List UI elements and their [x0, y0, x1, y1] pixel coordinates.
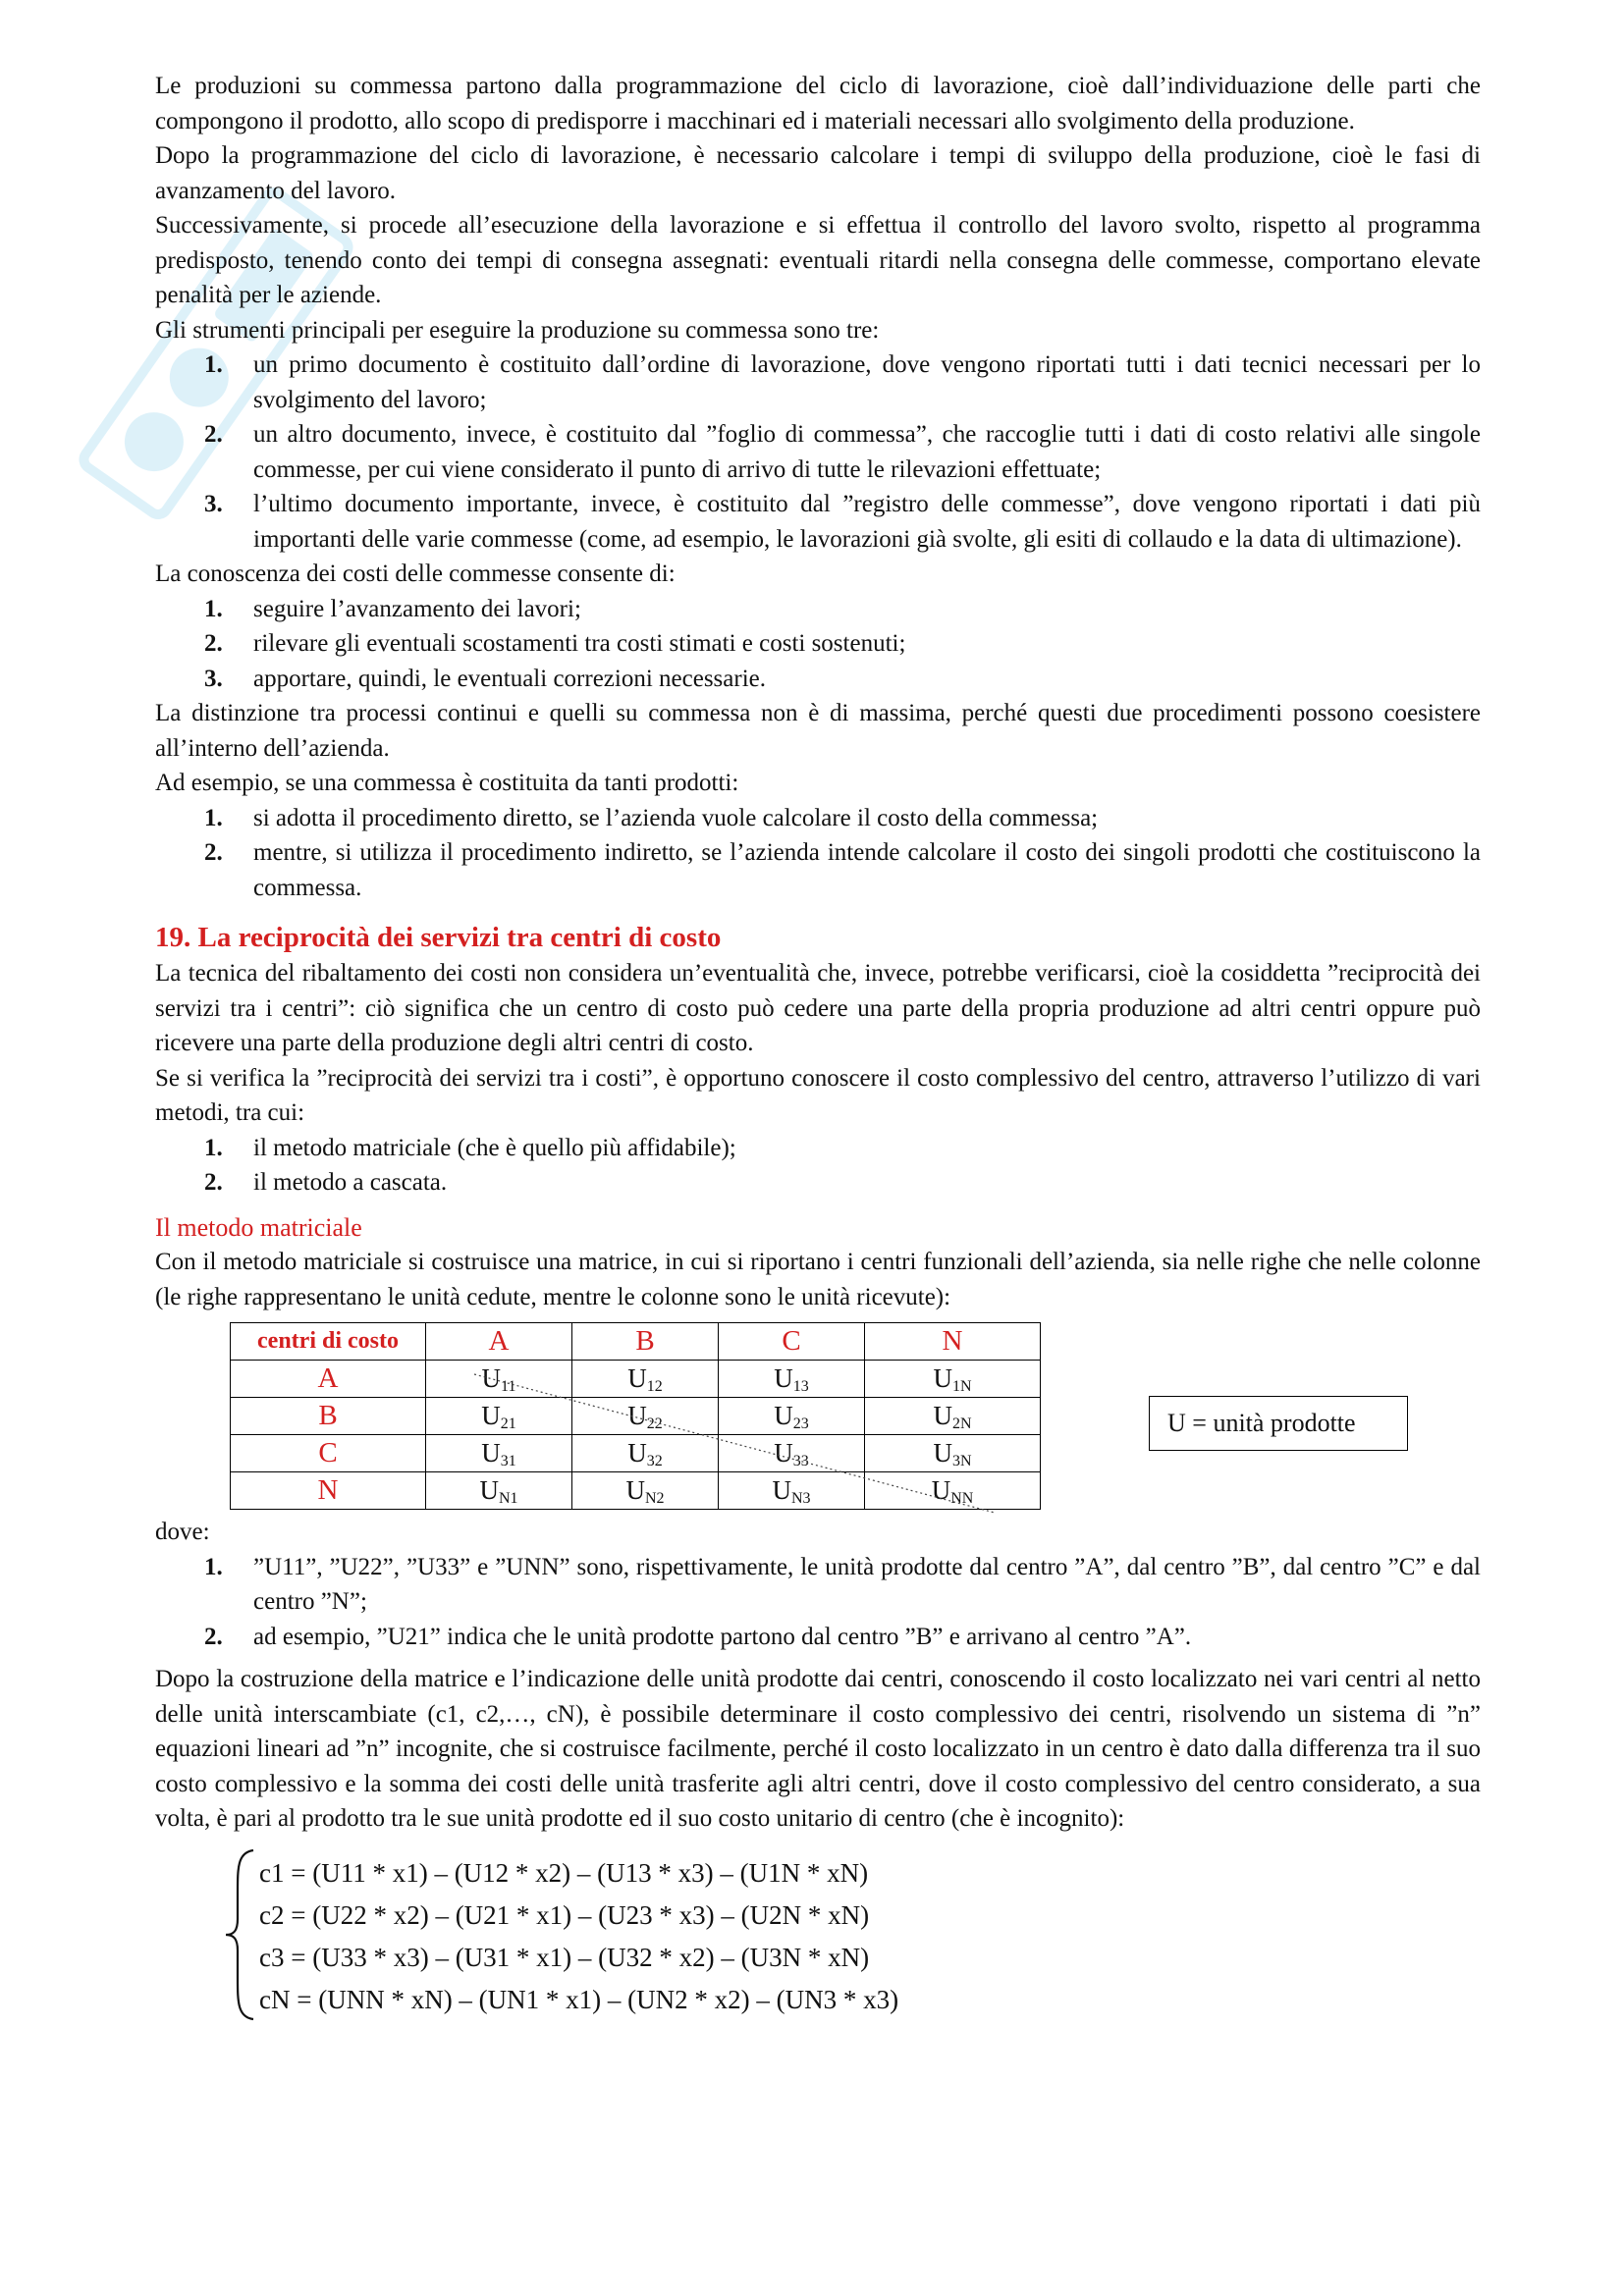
- column-header: N: [865, 1323, 1041, 1361]
- benefits-list: [155, 592, 1481, 697]
- row-header: A: [231, 1361, 426, 1398]
- matrix-paragraph-2: Dopo la costruzione della matrice e l’indicazione delle unità prodotte dai centri, conoscendo il costo localizzato nei vari centri al netto delle unità interscambiate (c1, c2,…, cN), è possibile determinare il costo complessivo dei centri, risolvendo un sistema di ”n” equazioni lineari ad ”n” incognite, che si costruisce facilmente, perché il costo localizzato in un centro è dato dalla differenza tra il suo costo complessivo e la somma dei costi delle unità trasferite agli altri centri, dove il costo complessivo del centro considerato, a sua volta, è pari al prodotto tra le sue unità prodotte ed il suo costo unitario di centro (che è incognito):: [155, 1666, 1481, 1832]
- table-cell: $U_{1N}$: [865, 1361, 1041, 1398]
- intro-paragraph-3: Successivamente, si procede all’esecuzione della lavorazione e si effettua il controllo del lavoro svolto, rispetto al programma predisposto, tenendo conto dei tempi di consegna assegnati: eventuali ritardi nella consegna delle commesse, comportano elevate penalità per le aziende.: [155, 212, 1481, 308]
- list-item: 1. un primo documento è costituito dall’ordine di lavorazione, dove vengono riportati tutti i dati tecnici necessari per lo svolgimento del lavoro;: [204, 351, 1481, 413]
- intro-paragraph-4: Gli strumenti principali per eseguire la produzione su commessa sono tre:: [155, 316, 880, 344]
- matrix-notes-list: [155, 1550, 1481, 1655]
- equation-line: cN = (UNN * xN) – (UN1 * x1) – (UN2 * x2) – (UN3 * x3): [259, 1984, 899, 2014]
- equation-line: c2 = (U22 * x2) – (U21 * x1) – (U23 * x3) – (U2N * xN): [259, 1899, 870, 1930]
- list-item: 2. un altro documento, invece, è costituito dal ”foglio di commessa”, che raccoglie tutti i dati di costo relativi alle singole commesse, per cui viene considerato il punto di arrivo di tutte le rilevazioni effettuate;: [204, 421, 1481, 483]
- intro-paragraph-7: Ad esempio, se una commessa è costituita da tanti prodotti:: [155, 770, 739, 796]
- equation-lines: [259, 1852, 898, 2021]
- column-header: A: [426, 1323, 572, 1361]
- matrix-figure: [155, 1318, 1481, 1515]
- equation-system: [155, 1848, 1481, 2025]
- equation-line: c1 = (U11 * x1) – (U12 * x2) – (U13 * x3) – (U1N * xN): [259, 1857, 869, 1888]
- section-heading: 19. La reciprocità dei servizi tra centri di costo: [155, 922, 722, 953]
- dove-label: dove:: [155, 1519, 210, 1545]
- table-cell: $U_{11}$: [426, 1361, 572, 1398]
- section-paragraph-2: Se si verifica la ”reciprocità dei servizi tra i costi”, è opportuno conoscere il costo complessivo del centro, attraverso l’utilizzo di vari metodi, tra cui:: [155, 1064, 1481, 1126]
- table-cell: $U_{31}$: [426, 1435, 572, 1472]
- list-item: 3. l’ultimo documento importante, invece, è costituito dal ”registro delle commesse”, dove vengono riportati i dati più importanti delle varie commesse (come, ad esempio, le lavorazioni già svolte, gli esiti di collaudo e la data di ultimazione).: [204, 491, 1481, 553]
- list-item: 1. il metodo matriciale (che è quello più affidabile);: [204, 1134, 736, 1161]
- table-cell: $U_{32}$: [572, 1435, 719, 1472]
- list-item: 2. mentre, si utilizza il procedimento indiretto, se l’azienda intende calcolare il costo dei singoli prodotti che costituiscono la commessa.: [204, 839, 1481, 901]
- list-item: 1. ”U11”, ”U22”, ”U33” e ”UNN” sono, rispettivamente, le unità prodotte dal centro ”A”, dal centro ”B”, dal centro ”C” e dal centro ”N”;: [204, 1553, 1481, 1615]
- legend-box: U = unità prodotte: [1149, 1396, 1408, 1451]
- list-item: 2. il metodo a cascata.: [204, 1169, 448, 1196]
- document-page: [155, 69, 1481, 2025]
- list-item: 1. seguire l’avanzamento dei lavori;: [204, 595, 581, 622]
- table-cell: $U_{N3}$: [719, 1472, 865, 1510]
- column-header: C: [719, 1323, 865, 1361]
- methods-list: [155, 1131, 1481, 1201]
- table-cell: $U_{33}$: [719, 1435, 865, 1472]
- list-item: 3. apportare, quindi, le eventuali correzioni necessarie.: [204, 665, 766, 692]
- left-brace: [224, 1848, 259, 2021]
- corner-cell: centri di costo: [231, 1323, 426, 1361]
- column-header: B: [572, 1323, 719, 1361]
- intro-paragraph-2: Dopo la programmazione del ciclo di lavorazione, è necessario calcolare i tempi di sviluppo della produzione, cioè le fasi di avanzamento del lavoro.: [155, 142, 1481, 204]
- row-header: C: [231, 1435, 426, 1472]
- intro-paragraph-1: Le produzioni su commessa partono dalla programmazione del ciclo di lavorazione, cioè dall’individuazione delle parti che compongono il prodotto, allo scopo di predisporre i macchinari ed i materiali necessari allo svolgimento della produzione.: [155, 73, 1481, 134]
- table-cell: $U_{3N}$: [865, 1435, 1041, 1472]
- list-item: 2. rilevare gli eventuali scostamenti tra costi stimati e costi sostenuti;: [204, 630, 906, 657]
- table-cell: $U_{22}$: [572, 1398, 719, 1435]
- tools-list: [155, 347, 1481, 557]
- row-header: N: [231, 1472, 426, 1510]
- matrix-paragraph-1: Con il metodo matriciale si costruisce una matrice, in cui si riportano i centri funzionali dell’azienda, sia nelle righe che nelle colonne (le righe rappresentano le unità cedute, mentre le colonne sono le unità ricevute):: [155, 1249, 1481, 1310]
- table-cell: $U_{N2}$: [572, 1472, 719, 1510]
- table-cell: $U_{2N}$: [865, 1398, 1041, 1435]
- procedure-list: [155, 801, 1481, 906]
- subsection-heading: Il metodo matriciale: [155, 1212, 362, 1242]
- table-cell: $U_{23}$: [719, 1398, 865, 1435]
- intro-paragraph-6: La distinzione tra processi continui e quelli su commessa non è di massima, perché questi due procedimenti possono coesistere all’interno dell’azienda.: [155, 700, 1481, 762]
- table-cell: $U_{13}$: [719, 1361, 865, 1398]
- table-cell: $U_{N1}$: [426, 1472, 572, 1510]
- intro-paragraph-5: La conoscenza dei costi delle commesse consente di:: [155, 561, 676, 587]
- section-paragraph-1: La tecnica del ribaltamento dei costi non considera un’eventualità che, invece, potrebbe verificarsi, cioè la cosiddetta ”reciprocità dei servizi tra i centri”: ciò significa che un centro di costo può cedere una parte della propria produzione ad altri centri oppure può ricevere una parte della produzione degli altri centri di costo.: [155, 960, 1481, 1056]
- diagonal-dotted-line: [155, 1318, 1039, 1515]
- list-item: 2. ad esempio, ”U21” indica che le unità prodotte partono dal centro ”B” e arrivano al centro ”A”.: [204, 1623, 1192, 1650]
- equation-line: c3 = (U33 * x3) – (U31 * x1) – (U32 * x2) – (U3N * xN): [259, 1942, 870, 1972]
- table-cell: $U_{12}$: [572, 1361, 719, 1398]
- table-cell: $U_{21}$: [426, 1398, 572, 1435]
- table-cell: $U_{NN}$: [865, 1472, 1041, 1510]
- list-item: 1. si adotta il procedimento diretto, se l’azienda vuole calcolare il costo della commessa;: [204, 804, 1099, 831]
- row-header: B: [231, 1398, 426, 1435]
